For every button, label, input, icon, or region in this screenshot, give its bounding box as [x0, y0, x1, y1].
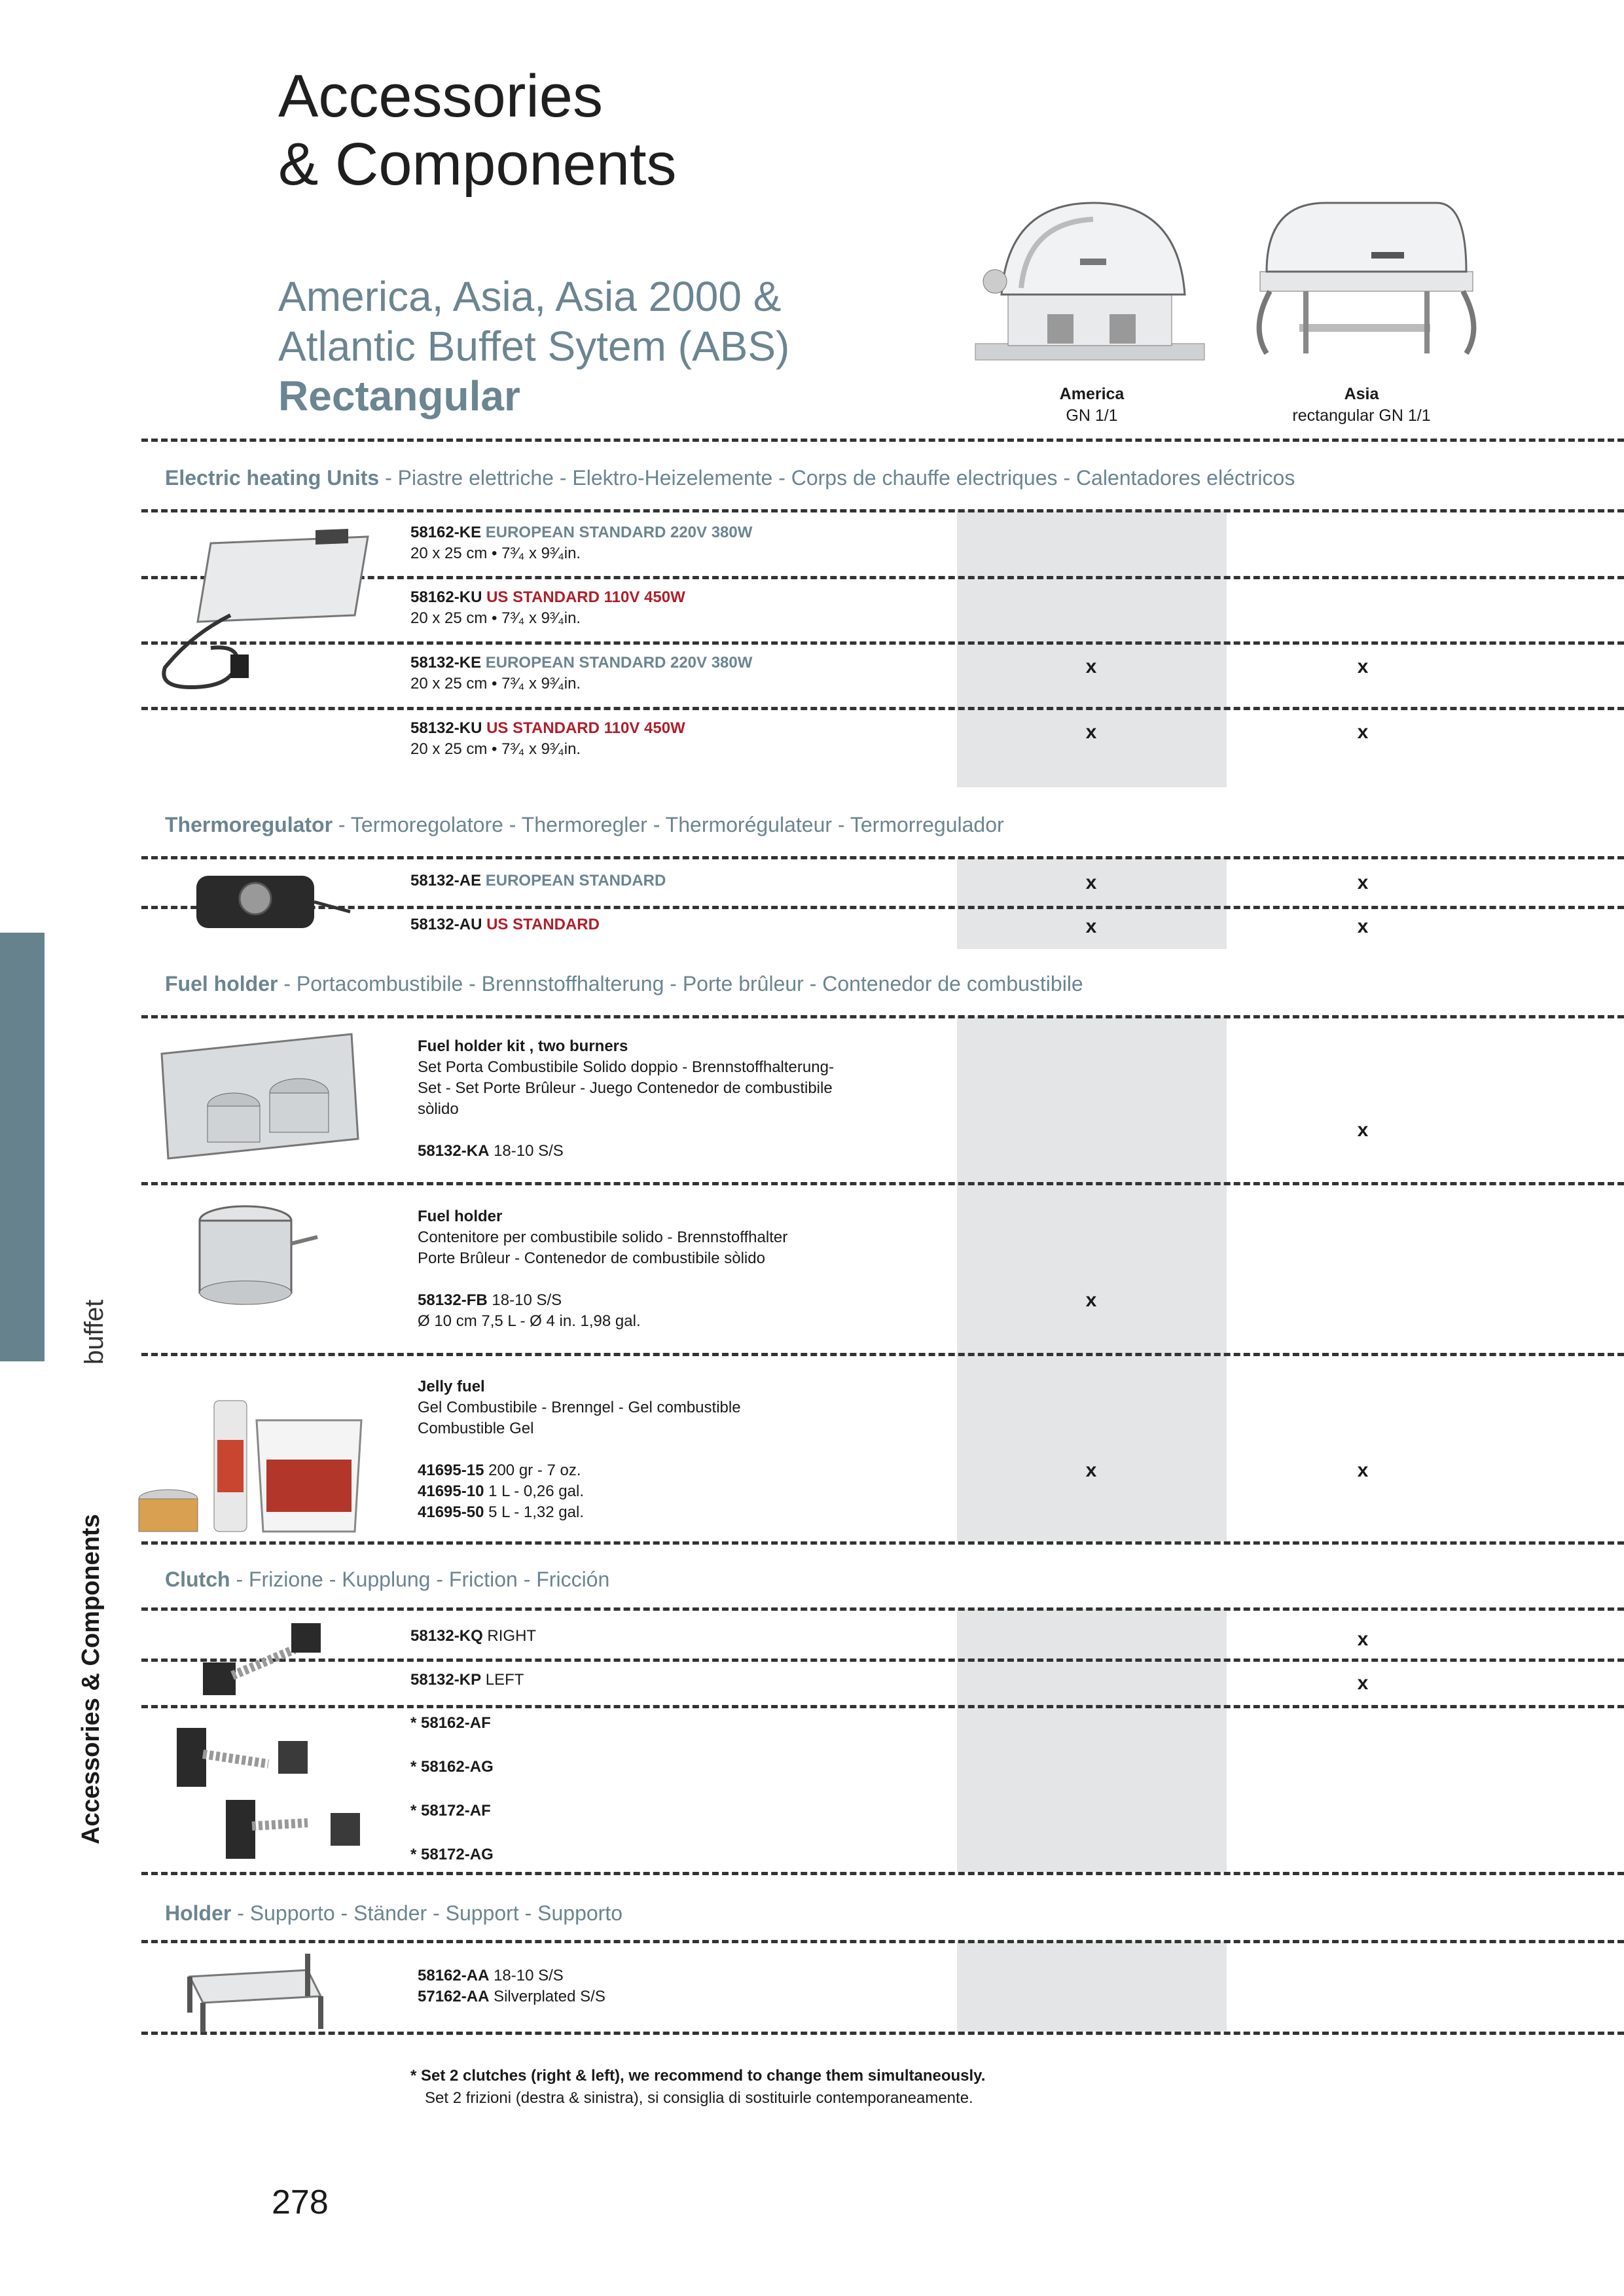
- list-item: [418, 1460, 741, 1481]
- divider: [141, 1872, 1624, 1875]
- electric-plate-image: [152, 524, 378, 700]
- product-size: 1 L - 0,26 gal.: [488, 1482, 584, 1500]
- fuel-holder-image: [190, 1198, 321, 1309]
- section-clutch-title: Clutch: [165, 1568, 230, 1591]
- divider: [141, 1940, 1624, 1943]
- list-item: [410, 870, 666, 891]
- section-fuel-title: Fuel holder: [165, 972, 278, 996]
- footnote-line-1: * Set 2 clutches (right & left), we recommend to change them simultaneously.: [410, 2067, 986, 2085]
- product-code: 58132-KU: [410, 719, 482, 737]
- column-asia-detail: rectangular GN 1/1: [1292, 406, 1431, 425]
- product-side: RIGHT: [487, 1627, 537, 1645]
- starred-code: * 58162-AG: [410, 1758, 494, 1776]
- section-fuel-heading: [165, 972, 1083, 996]
- side-section-label: Accessories & Components: [77, 1514, 105, 1844]
- list-item: [418, 1481, 741, 1502]
- product-code: 58132-KA: [418, 1142, 490, 1160]
- section-electric-heading: [165, 466, 1295, 490]
- america-column-band: [957, 1609, 1227, 1872]
- jelly-fuel-block: [418, 1376, 741, 1523]
- product-code: 58162-AA: [418, 1967, 490, 1984]
- section-holder-heading: [165, 1901, 623, 1926]
- product-standard: EUROPEAN STANDARD: [485, 872, 666, 889]
- starred-code: * 58162-AF: [410, 1714, 491, 1732]
- product-code: 58162-KU: [410, 588, 482, 606]
- product-description: Porte Brûleur - Contenedor de combustibile sòlido: [418, 1249, 765, 1267]
- column-america: [954, 384, 1229, 427]
- starred-code: * 58172-AF: [410, 1802, 491, 1820]
- divider: [141, 439, 1624, 442]
- product-description: Gel Combustibile - Brenngel - Gel combustible: [418, 1399, 741, 1416]
- section-fuel-translations: - Portacombustibile - Brennstoffhalterung - Porte brûleur - Contenedor de combustibile: [278, 972, 1083, 996]
- product-description: Set Porta Combustibile Solido doppio - Brennstoffhalterung-: [418, 1058, 834, 1076]
- divider: [141, 1607, 1624, 1611]
- product-code: 41695-50: [418, 1503, 484, 1521]
- list-item: [418, 1502, 741, 1523]
- product-size: 200 gr - 7 oz.: [488, 1462, 581, 1479]
- holder-stand-image: [170, 1950, 334, 2036]
- product-name: Fuel holder kit , two burners: [418, 1037, 628, 1055]
- divider: [141, 1659, 1624, 1662]
- product-name: Jelly fuel: [418, 1378, 485, 1395]
- product-code: 41695-10: [418, 1482, 484, 1500]
- subtitle-line-2: Atlantic Buffet Sytem (ABS): [278, 323, 790, 370]
- side-category-label: buffet: [80, 1299, 109, 1365]
- clutch-right-image: [196, 1617, 327, 1702]
- product-material: Silverplated S/S: [494, 1988, 605, 2005]
- divider: [141, 707, 1624, 710]
- list-item: [410, 587, 685, 629]
- product-description: Set - Set Porte Brûleur - Juego Contenedor de combustibile: [418, 1079, 833, 1097]
- compat-mark-america: x: [1085, 656, 1097, 677]
- fuel-holder-block: [418, 1206, 787, 1332]
- page-subtitle: [278, 272, 789, 371]
- fuel-holder-kit-image: [155, 1028, 365, 1165]
- divider: [141, 1705, 1624, 1708]
- list-item: [410, 522, 752, 564]
- asia-chafer-image: [1240, 196, 1492, 373]
- compat-mark-america: x: [1085, 1460, 1097, 1481]
- product-name: Fuel holder: [418, 1208, 503, 1225]
- product-code: 41695-15: [418, 1462, 484, 1479]
- compat-mark-asia: x: [1357, 916, 1369, 937]
- column-asia: [1224, 384, 1499, 427]
- list-item: [410, 1670, 524, 1691]
- column-america-name: America: [1059, 385, 1125, 403]
- product-code: 58132-AE: [410, 872, 482, 889]
- product-size: 20 x 25 cm • 7³⁄₄ x 9³⁄₄in.: [410, 740, 581, 758]
- product-description: Combustible Gel: [418, 1420, 534, 1437]
- product-material: 18-10 S/S: [494, 1967, 564, 1984]
- product-code: 58132-KP: [410, 1671, 482, 1689]
- thermoregulator-image: [190, 863, 353, 941]
- section-thermo-translations: - Termoregolatore - Thermoregler - Thermorégulateur - Termorregulador: [333, 813, 1004, 836]
- title-line-2: & Components: [278, 131, 677, 198]
- subtitle-line-1: America, Asia, Asia 2000 &: [278, 273, 782, 320]
- product-description: sòlido: [418, 1100, 459, 1118]
- clutch-set-image: [164, 1715, 367, 1865]
- list-item: [410, 1626, 536, 1647]
- compat-mark-america: x: [1085, 721, 1097, 743]
- starred-code: * 58172-AG: [410, 1846, 494, 1863]
- america-column-band: [957, 511, 1227, 787]
- compat-mark-america: x: [1085, 872, 1097, 893]
- side-tab: [0, 933, 45, 1361]
- divider: [141, 856, 1624, 859]
- section-holder-title: Holder: [165, 1901, 232, 1925]
- divider: [141, 1015, 1624, 1018]
- section-holder-translations: - Supporto - Ständer - Support - Supporto: [231, 1901, 623, 1925]
- product-size: Ø 10 cm 7,5 L - Ø 4 in. 1,98 gal.: [418, 1312, 641, 1330]
- product-standard: US STANDARD 110V 450W: [486, 588, 685, 606]
- divider: [141, 1353, 1624, 1356]
- product-code: 58132-FB: [418, 1291, 488, 1309]
- list-item: [418, 1986, 605, 2007]
- product-material: 18-10 S/S: [492, 1291, 562, 1309]
- divider: [141, 1182, 1624, 1185]
- product-code: 58132-AU: [410, 916, 482, 933]
- divider: [141, 509, 1624, 512]
- compat-mark-asia: x: [1357, 1119, 1369, 1141]
- footnote: [410, 2065, 985, 2109]
- section-clutch-translations: - Frizione - Kupplung - Friction - Fricción: [230, 1568, 610, 1591]
- america-column-band: [957, 1941, 1227, 2032]
- compat-mark-asia: x: [1357, 1628, 1369, 1650]
- product-standard: EUROPEAN STANDARD 220V 380W: [485, 654, 753, 672]
- product-code: 58162-KE: [410, 524, 482, 541]
- product-standard: US STANDARD: [486, 916, 600, 933]
- section-electric-title: Electric heating Units: [165, 466, 380, 490]
- compat-mark-america: x: [1085, 1289, 1097, 1311]
- column-asia-name: Asia: [1344, 385, 1379, 403]
- divider: [141, 906, 1624, 909]
- america-chafer-image: [969, 196, 1211, 373]
- list-item: [410, 653, 752, 694]
- fuel-holder-kit-block: [418, 1036, 834, 1162]
- compat-mark-asia: x: [1357, 1460, 1369, 1481]
- product-code: 58132-KQ: [410, 1627, 483, 1645]
- compat-mark-asia: x: [1357, 872, 1369, 893]
- product-size: 20 x 25 cm • 7³⁄₄ x 9³⁄₄in.: [410, 545, 581, 562]
- section-electric-translations: - Piastre elettriche - Elektro-Heizelemente - Corps de chauffe electriques - Calentadores eléctricos: [379, 466, 1295, 490]
- page-number: 278: [272, 2183, 329, 2221]
- product-code: 58132-KE: [410, 654, 482, 672]
- product-side: LEFT: [485, 1671, 524, 1689]
- product-size: 20 x 25 cm • 7³⁄₄ x 9³⁄₄in.: [410, 609, 581, 627]
- product-description: Contenitore per combustibile solido - Brennstoffhalter: [418, 1229, 788, 1246]
- title-line-1: Accessories: [278, 63, 603, 130]
- page-title: [278, 62, 677, 198]
- subtitle-rectangular: Rectangular: [278, 372, 520, 420]
- list-item: [410, 914, 600, 935]
- section-thermo-title: Thermoregulator: [165, 813, 333, 836]
- compat-mark-asia: x: [1357, 721, 1369, 743]
- jelly-fuel-image: [135, 1381, 384, 1545]
- product-size: 20 x 25 cm • 7³⁄₄ x 9³⁄₄in.: [410, 675, 581, 692]
- divider: [141, 2032, 1624, 2035]
- product-material: 18-10 S/S: [494, 1142, 564, 1160]
- section-clutch-heading: [165, 1568, 609, 1592]
- product-code: 57162-AA: [418, 1988, 490, 2005]
- column-america-detail: GN 1/1: [1066, 406, 1118, 425]
- footnote-line-2: Set 2 frizioni (destra & sinistra), si consiglia di sostituirle contemporaneamente.: [425, 2089, 973, 2107]
- compat-mark-asia: x: [1357, 656, 1369, 677]
- product-standard: EUROPEAN STANDARD 220V 380W: [485, 524, 753, 541]
- list-item: [410, 718, 685, 760]
- list-item: [418, 1965, 564, 1986]
- compat-mark-america: x: [1085, 916, 1097, 937]
- product-standard: US STANDARD 110V 450W: [486, 719, 685, 737]
- product-size: 5 L - 1,32 gal.: [488, 1503, 584, 1521]
- section-thermo-heading: [165, 813, 1004, 837]
- compat-mark-asia: x: [1357, 1672, 1369, 1694]
